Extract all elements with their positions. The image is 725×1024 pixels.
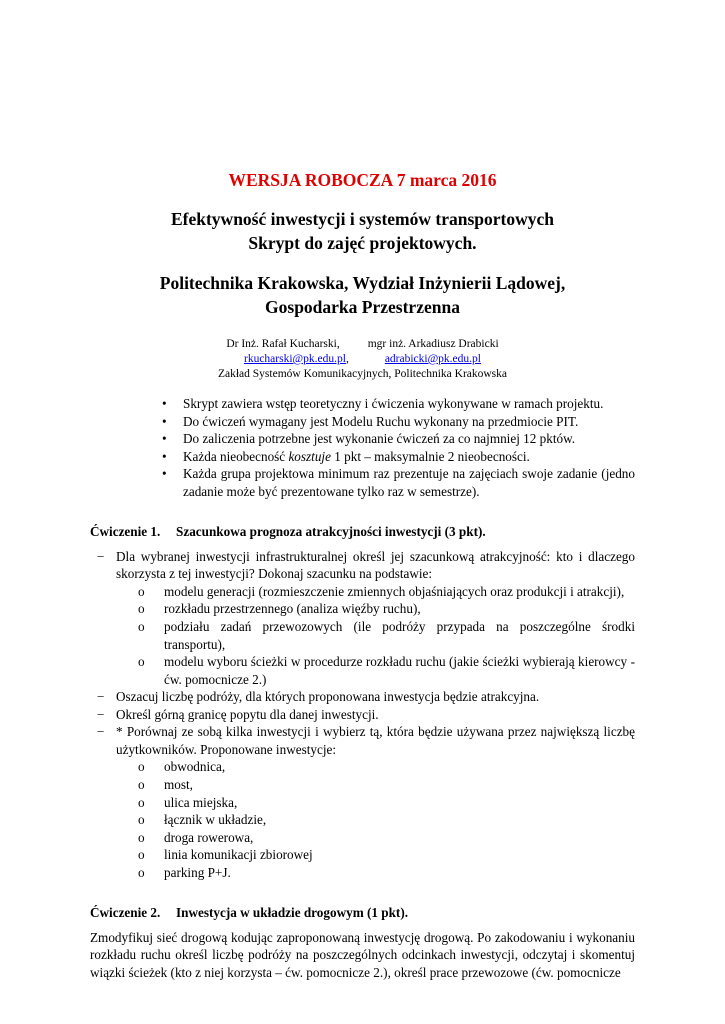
circle-marker: o	[138, 812, 145, 828]
list-item	[138, 829, 635, 847]
email-separator: ,	[345, 352, 349, 365]
bullet-marker: •	[162, 466, 167, 482]
sub-item-text: łącznik w układzie,	[164, 812, 267, 828]
dash-text: * Porównaj ze sobą kilka inwestycji i wybierz tą, która będzie używana przez największą liczbę użytkowników. Proponowane inwestycje:	[116, 724, 635, 757]
dash-marker: −	[97, 689, 105, 705]
course-title-line1: Efektywność inwestycji i systemów transportowych	[170, 209, 555, 229]
sub-item-text: modelu wyboru ścieżki w procedurze rozkładu ruchu (jakie ścieżki wybierają kierowcy - ćw. pomocnicze 2.)	[164, 654, 635, 687]
bullet-marker: •	[162, 431, 167, 447]
list-item	[138, 758, 635, 776]
bullet-text	[183, 448, 635, 466]
institution-title	[90, 272, 635, 319]
list-item	[162, 448, 635, 466]
sub-item-text: linia komunikacji zbiorowej	[164, 847, 313, 863]
list-item	[138, 811, 635, 829]
circle-marker: o	[138, 776, 145, 792]
email-link-2[interactable]: adrabicki@pk.edu.pl	[384, 352, 481, 365]
list-item	[97, 688, 635, 706]
list-item	[138, 600, 635, 618]
course-title	[90, 208, 635, 255]
list-item	[138, 864, 635, 882]
sub-item-text: podziału zadań przewozowych (ile podróży przypada na poszczególne środki transportu),	[164, 619, 635, 652]
intro-bullet-list	[162, 395, 635, 500]
list-item	[162, 395, 635, 413]
sub-item-text: droga rowerowa,	[164, 829, 254, 845]
authors-block	[90, 337, 635, 383]
bullet-text-pre: Każda nieobecność	[183, 448, 289, 464]
affiliation: Zakład Systemów Komunikacyjnych, Politechnika Krakowska	[217, 367, 508, 380]
list-item	[138, 583, 635, 601]
sub-item-text: most,	[164, 776, 193, 792]
list-item	[162, 465, 635, 500]
bullet-text-post: 1 pkt – maksymalnie 2 nieobecności.	[330, 448, 530, 464]
list-item	[138, 618, 635, 653]
sub-item-text: modelu generacji (rozmieszczenie zmiennych objaśniających oraz produkcji i atrakcji),	[164, 583, 625, 599]
exercise2-title: Inwestycja w układzie drogowym (1 pkt).	[176, 905, 409, 921]
exercise1-heading	[90, 523, 635, 541]
exercise2-paragraph: Zmodyfikuj sieć drogową kodując zaproponowaną inwestycję drogową. Po zakodowaniu i wykonaniu rozkładu ruchu określ liczbę podróży na poszczególnych odcinkach inwestycji, odczytaj i skomentuj wiązki ścieżek (kto z niej korzysta – ćw. pomocnicze 2.), określ prace przewozowe (ćw. pomocnicze	[90, 929, 635, 980]
list-item	[162, 430, 635, 448]
institution-line1: Politechnika Krakowska, Wydział Inżynierii Lądowej,	[159, 273, 566, 294]
authors-emails-row	[90, 352, 635, 367]
sub-item-text: rozkładu przestrzennego (analiza więźby ruchu),	[164, 601, 421, 617]
institution-line2: Gospodarka Przestrzenna	[265, 296, 460, 317]
bullet-text: Skrypt zawiera wstęp teoretyczny i ćwiczenia wykonywane w ramach projektu.	[183, 396, 604, 412]
list-item	[97, 706, 635, 724]
bullet-text: Do ćwiczeń wymagany jest Modelu Ruchu wykonany na przedmiocie PIT.	[183, 413, 579, 429]
circle-marker: o	[138, 794, 145, 810]
bullet-marker: •	[162, 396, 167, 412]
sub-item-text: ulica miejska,	[164, 794, 238, 810]
exercise1-title: Szacunkowa prognoza atrakcyjności inwestycji (3 pkt).	[176, 524, 486, 540]
authors-names-row	[90, 337, 635, 352]
exercise1-dash-list	[97, 548, 635, 881]
list-item	[138, 653, 635, 688]
course-title-line2: Skrypt do zajęć projektowych.	[248, 232, 477, 253]
dash-text: Dla wybranej inwestycji infrastrukturalnej określ jej szacunkową atrakcyjność: kto i dlaczego skorzysta z tej inwestycji? Dokonaj szacunku na podstawie:	[116, 548, 635, 582]
circle-marker: o	[138, 619, 145, 635]
circle-marker: o	[138, 583, 145, 599]
list-item	[162, 413, 635, 431]
exercise2-heading	[90, 904, 635, 922]
list-item	[138, 846, 635, 864]
exercise1-label: Ćwiczenie 1.	[90, 524, 161, 540]
sub-list	[138, 583, 635, 688]
bullet-text: Każda grupa projektowa minimum raz prezentuje na zajęciach swoje zadanie (jedno zadanie może być prezentowane tylko raz w semestrze).	[183, 466, 635, 499]
exercise2-label: Ćwiczenie 2.	[90, 905, 161, 921]
circle-marker: o	[138, 864, 145, 880]
list-item	[138, 794, 635, 812]
sub-item-text: obwodnica,	[164, 759, 226, 775]
bullet-text-italic: kosztuje	[288, 448, 331, 464]
sub-list	[138, 758, 635, 881]
email-link-1[interactable]: rkucharski@pk.edu.pl	[244, 352, 346, 365]
email-pair-1	[244, 352, 349, 367]
bullet-text: Do zaliczenia potrzebne jest wykonanie ćwiczeń za co najmniej 12 pktów.	[183, 431, 576, 447]
dash-text: Określ górną granicę popytu dla danej inwestycji.	[116, 706, 379, 722]
sub-item-text: parking P+J.	[164, 864, 231, 880]
dash-marker: −	[97, 548, 105, 564]
draft-version-title: WERSJA ROBOCZA 7 marca 2016	[228, 170, 497, 190]
list-item	[97, 723, 635, 758]
dash-text: Oszacuj liczbę podróży, dla których proponowana inwestycja będzie atrakcyjna.	[116, 689, 540, 705]
circle-marker: o	[138, 847, 145, 863]
circle-marker: o	[138, 601, 145, 617]
author-name-2: mgr inż. Arkadiusz Drabicki	[367, 337, 499, 350]
bullet-marker: •	[162, 413, 167, 429]
dash-marker: −	[97, 724, 105, 740]
circle-marker: o	[138, 759, 145, 775]
circle-marker: o	[138, 829, 145, 845]
circle-marker: o	[138, 654, 145, 670]
list-item	[138, 776, 635, 794]
bullet-marker: •	[162, 448, 167, 464]
list-item	[97, 548, 635, 583]
dash-marker: −	[97, 706, 105, 722]
author-name-1: Dr Inż. Rafał Kucharski,	[226, 337, 340, 350]
